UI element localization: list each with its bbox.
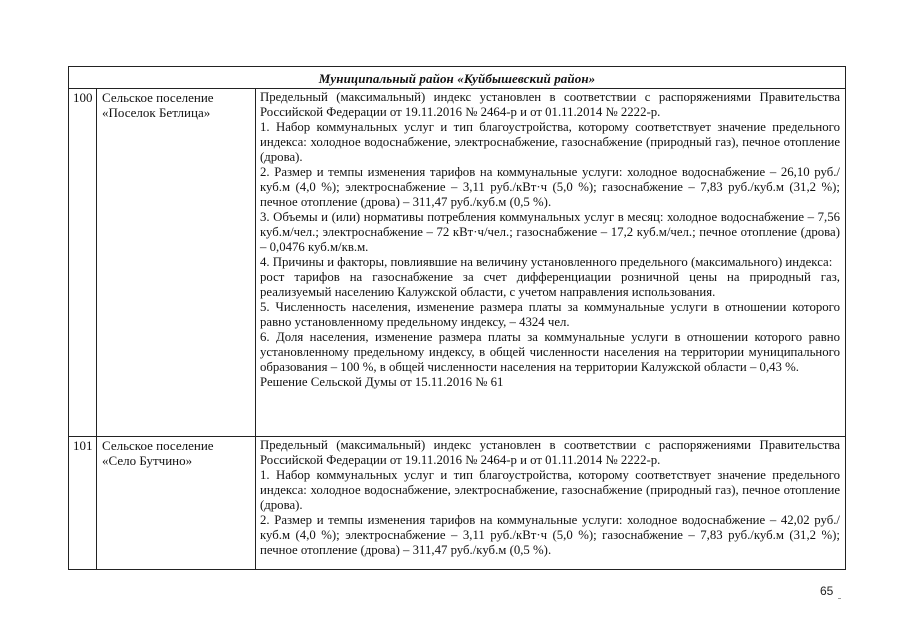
paragraph: 1. Набор коммунальных услуг и тип благоустройства, которому соответствует значение предельного индекса: холодное водоснабжение, электроснабжение, газоснабжение (природный газ), печное отопление (дрова). <box>260 120 840 164</box>
column-divider-name <box>255 88 256 569</box>
paragraph: Предельный (максимальный) индекс установлен в соответствии с распоряжениями Правительства Российской Федерации от 19.11.2016 № 2464-р и от 01.11.2014 № 2222-р. <box>260 90 840 119</box>
paragraph: 5. Численность населения, изменение размера платы за коммунальные услуги в отношении которого равно установленному предельному индексу, – 4324 чел. <box>260 300 840 329</box>
paragraph: 4. Причины и факторы, повлиявшие на величину установленного предельного (максимального) индекса: <box>260 255 833 269</box>
paragraph: Решение Сельской Думы от 15.11.2016 № 61 <box>260 375 504 389</box>
paragraph: 6. Доля населения, изменение размера платы за коммунальные услуги в отношении которого равно установленному предельному индексу, в общей численности населения на территории муниципального образования – 100 %, в общей численности населения на территории Калужской области – 0,43 %. <box>260 330 840 374</box>
row-description <box>260 438 840 558</box>
column-divider-num <box>96 88 97 569</box>
settlement-name-line: Сельское поселение <box>102 90 214 105</box>
district-header: Муниципальный район «Куйбышевский район» <box>318 71 596 86</box>
tariff-table <box>68 66 846 570</box>
paragraph: рост тарифов на газоснабжение за счет дифференциации розничной цены на природный газ, реализуемый населению Калужской области, с учетом направления использования. <box>260 270 840 299</box>
page-number: 65 <box>820 584 834 598</box>
settlement-name-line: Сельское поселение <box>102 438 214 453</box>
row-number: 101 <box>73 438 93 453</box>
row-description <box>260 90 840 390</box>
settlement-name-line: «Село Бутчино» <box>102 453 193 468</box>
paragraph: 1. Набор коммунальных услуг и тип благоустройства, которому соответствует значение предельного индекса: холодное водоснабжение, электроснабжение, газоснабжение (природный газ), печное отопление (дрова). <box>260 468 840 512</box>
settlement-name-line: «Поселок Бетлица» <box>102 105 211 120</box>
header-divider <box>69 88 845 89</box>
row-divider <box>69 436 845 437</box>
settlement-name <box>102 90 214 120</box>
paragraph: Предельный (максимальный) индекс установлен в соответствии с распоряжениями Правительства Российской Федерации от 19.11.2016 № 2464-р и от 01.11.2014 № 2222-р. <box>260 438 840 467</box>
paragraph: 3. Объемы и (или) нормативы потребления коммунальных услуг в месяц: холодное водоснабжение – 7,56 куб.м/чел.; электроснабжение – 72 кВт·ч/чел.; газоснабжение – 17,2 куб.м/чел.; печное отопление (дрова) – 0,0476 куб.м/кв.м. <box>260 210 840 254</box>
row-number: 100 <box>73 90 93 105</box>
paragraph: 2. Размер и темпы изменения тарифов на коммунальные услуги: холодное водоснабжение – 26,10 руб./куб.м (4,0 %); электроснабжение – 3,11 руб./кВт·ч (5,0 %); газоснабжение – 7,83 руб./куб.м (31,2 %); печное отопление (дрова) – 311,47 руб./куб.м (0,5 %). <box>260 165 840 209</box>
paragraph: 2. Размер и темпы изменения тарифов на коммунальные услуги: холодное водоснабжение – 42,02 руб./куб.м (4,0 %); электроснабжение – 3,11 руб./кВт·ч (5,0 %); газоснабжение – 7,83 руб./куб.м (31,2 %); печное отопление (дрова) – 311,47 руб./куб.м (0,5 %). <box>260 513 840 557</box>
scan-speck <box>838 598 841 599</box>
settlement-name <box>102 438 214 468</box>
